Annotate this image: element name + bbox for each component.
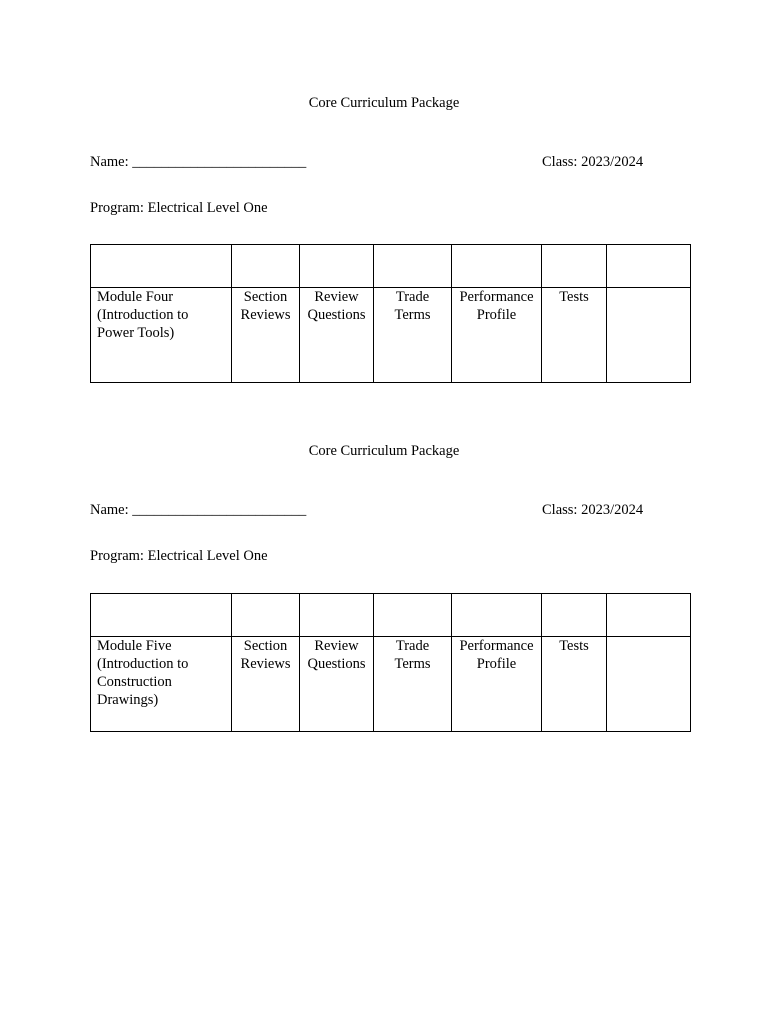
column-tests: Tests: [542, 637, 607, 732]
column-blank: [607, 288, 691, 383]
table-cell: [91, 594, 232, 637]
class-label: Class: 2023/2024: [542, 502, 644, 518]
column-review-questions: Review Questions: [300, 288, 374, 383]
name-field-line: Name: ________________________: [90, 154, 307, 170]
table-cell: [232, 245, 300, 288]
column-blank: [607, 637, 691, 732]
table-cell: [607, 245, 691, 288]
curriculum-table: [90, 244, 691, 383]
table-cell: [542, 594, 607, 637]
table-cell: [607, 594, 691, 637]
table-cell: [374, 245, 452, 288]
curriculum-table: [90, 593, 691, 732]
table-cell: [452, 594, 542, 637]
table-cell: [542, 245, 607, 288]
page-title: Core Curriculum Package: [308, 443, 460, 459]
class-label: Class: 2023/2024: [542, 154, 644, 170]
table-cell: [232, 594, 300, 637]
module-cell: Module Five (Introduction to Construction Drawings): [91, 637, 232, 732]
table-cell: [452, 245, 542, 288]
table-header-row: [91, 594, 691, 637]
column-performance-profile: Performance Profile: [452, 288, 542, 383]
table-cell: [300, 245, 374, 288]
module-cell: Module Four (Introduction to Power Tools): [91, 288, 232, 383]
table-cell: [300, 594, 374, 637]
page-title: Core Curriculum Package: [308, 95, 460, 111]
table-row: [91, 288, 691, 383]
table-cell: [91, 245, 232, 288]
table-row: [91, 637, 691, 732]
column-tests: Tests: [542, 288, 607, 383]
column-performance-profile: Performance Profile: [452, 637, 542, 732]
column-review-questions: Review Questions: [300, 637, 374, 732]
column-section-reviews: Section Reviews: [232, 288, 300, 383]
column-trade-terms: Trade Terms: [374, 637, 452, 732]
table-header-row: [91, 245, 691, 288]
program-label: Program: Electrical Level One: [90, 200, 268, 216]
table-cell: [374, 594, 452, 637]
program-label: Program: Electrical Level One: [90, 548, 268, 564]
column-section-reviews: Section Reviews: [232, 637, 300, 732]
column-trade-terms: Trade Terms: [374, 288, 452, 383]
name-field-line: Name: ________________________: [90, 502, 307, 518]
